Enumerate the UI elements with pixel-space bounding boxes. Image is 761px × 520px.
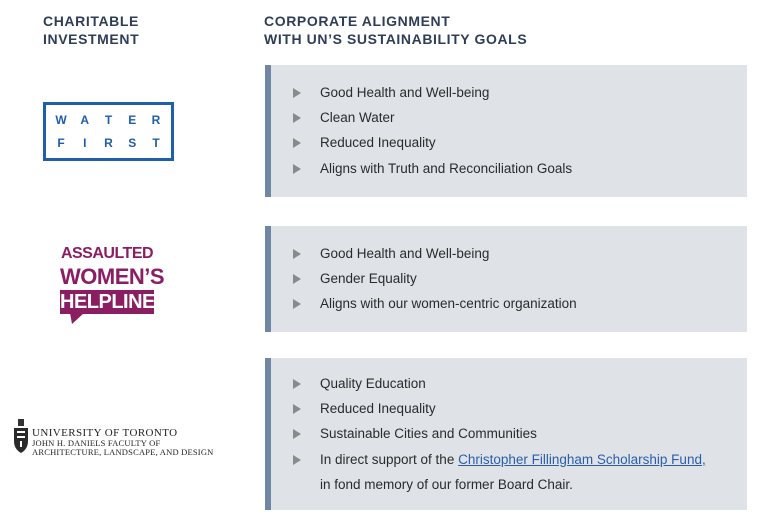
speech-tail-icon [70, 313, 84, 324]
goals-card-awh [265, 226, 747, 332]
goal-text: Good Health and Well-being [320, 246, 490, 261]
goals-card-water-first [265, 65, 747, 197]
header-line: WITH UN’S SUSTAINABILITY GOALS [264, 31, 528, 47]
support-text [320, 452, 706, 468]
triangle-bullet-icon [293, 404, 301, 414]
logo-line: ASSAULTED [60, 245, 154, 262]
logo-line: UNIVERSITY OF TORONTO [32, 427, 178, 439]
logo-letter: S [128, 136, 137, 150]
triangle-bullet-icon [293, 429, 301, 439]
logo-line: JOHN H. DANIELS FACULTY OF [32, 438, 161, 448]
triangle-bullet-icon [293, 299, 301, 309]
logo-letter: F [57, 136, 65, 150]
goal-text: Reduced Inequality [320, 135, 436, 150]
triangle-bullet-icon [293, 113, 301, 123]
triangle-bullet-icon [293, 164, 301, 174]
header-line: CHARITABLE [43, 13, 139, 29]
logo-letter: I [83, 136, 87, 150]
uoft-daniels-logo [13, 417, 213, 457]
triangle-bullet-icon [293, 379, 301, 389]
triangle-bullet-icon [293, 138, 301, 148]
logo-letter: E [128, 113, 137, 127]
scholarship-fund-link[interactable]: Christopher Fillingham Scholarship Fund, [458, 452, 706, 467]
logo-letter: R [151, 113, 161, 127]
triangle-bullet-icon [293, 274, 301, 284]
logo-line: ARCHITECTURE, LANDSCAPE, AND DESIGN [32, 447, 214, 457]
support-prefix: In direct support of the [320, 452, 459, 467]
goal-text: Gender Equality [320, 271, 417, 286]
header-line: INVESTMENT [43, 31, 140, 47]
triangle-bullet-icon [293, 88, 301, 98]
column-header-charitable-investment [43, 12, 139, 48]
goal-text: Reduced Inequality [320, 401, 436, 416]
goal-text: Aligns with Truth and Reconciliation Goals [320, 161, 573, 176]
logo-letter: T [104, 113, 113, 127]
goal-text: Sustainable Cities and Communities [320, 426, 537, 441]
logo-line: WOMEN’S [60, 264, 165, 289]
goal-text: Aligns with our women-centric organization [320, 296, 577, 311]
column-header-corporate-alignment [264, 12, 527, 48]
logo-letter: T [152, 136, 160, 150]
goal-text: Clean Water [320, 110, 395, 125]
support-suffix: in fond memory of our former Board Chair. [320, 477, 573, 492]
logo-letter: W [55, 113, 67, 127]
goals-card-uoft [265, 358, 747, 510]
goal-text: Good Health and Well-being [320, 85, 490, 100]
water-first-logo [43, 102, 174, 161]
triangle-bullet-icon [293, 249, 301, 259]
header-line: CORPORATE ALIGNMENT [264, 13, 451, 29]
goal-text: Quality Education [320, 376, 426, 391]
logo-letter: R [104, 136, 113, 150]
crest-icon [13, 419, 29, 455]
logo-letter: A [80, 113, 90, 127]
triangle-bullet-icon [293, 455, 301, 465]
logo-line: HELPLINE [60, 291, 155, 313]
assaulted-womens-helpline-logo [60, 244, 165, 324]
